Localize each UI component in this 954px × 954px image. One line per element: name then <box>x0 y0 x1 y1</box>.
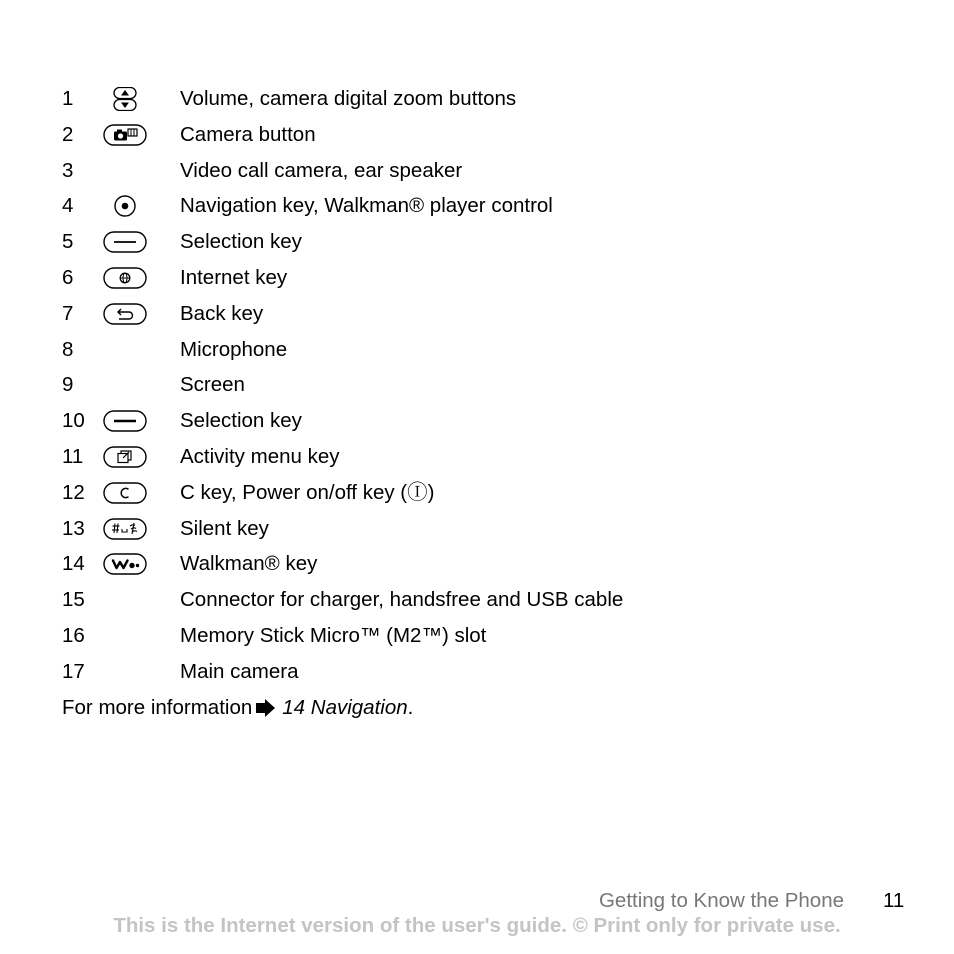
legend-row <box>0 475 954 511</box>
selection-key-icon <box>103 230 147 254</box>
legend-row <box>0 582 954 618</box>
legend-row <box>0 81 954 117</box>
legend-label: Volume, camera digital zoom buttons <box>180 87 517 110</box>
footer-disclaimer: This is the Internet version of the user's guide. © Print only for private use. <box>113 914 841 937</box>
component-legend <box>0 81 954 690</box>
legend-row <box>0 546 954 582</box>
more-information-end: . <box>407 696 414 719</box>
activity-menu-key-icon <box>103 445 147 469</box>
legend-number: 8 <box>62 337 74 361</box>
legend-row <box>0 260 954 296</box>
legend-number: 14 <box>62 552 85 576</box>
legend-row <box>0 153 954 189</box>
more-information <box>62 696 413 723</box>
legend-number: 17 <box>62 659 85 683</box>
legend-number: 3 <box>62 158 74 182</box>
legend-label: Silent key <box>180 516 269 540</box>
legend-row <box>0 224 954 260</box>
legend-row <box>0 403 954 439</box>
legend-label: C key, Power on/off key (Ⓘ) <box>180 480 435 504</box>
silent-key-icon <box>103 517 147 541</box>
legend-label: Video call camera, ear speaker <box>180 158 463 182</box>
legend-number: 16 <box>62 623 85 647</box>
back-key-icon <box>103 302 147 326</box>
legend-number: 13 <box>62 516 85 540</box>
legend-number: 10 <box>62 409 85 433</box>
legend-label: Internet key <box>180 265 288 289</box>
navigation-reference-link[interactable]: 14 Navigation <box>282 696 408 719</box>
legend-number: 9 <box>62 373 74 397</box>
legend-row <box>0 332 954 368</box>
legend-row <box>0 117 954 153</box>
more-information-text: For more information <box>62 696 253 719</box>
legend-label: Microphone <box>180 337 288 361</box>
volume-zoom-icon <box>103 87 147 111</box>
legend-label: Navigation key, Walkman® player control <box>180 194 553 218</box>
legend-label: Selection key <box>180 230 302 254</box>
legend-label: Activity menu key <box>180 444 340 468</box>
camera-button-icon <box>103 123 147 147</box>
legend-label: Camera button <box>180 122 316 146</box>
internet-key-icon <box>103 266 147 290</box>
footer-section-title: Getting to Know the Phone <box>598 889 844 912</box>
legend-row <box>0 296 954 332</box>
legend-number: 11 <box>62 444 84 468</box>
legend-number: 15 <box>62 588 85 612</box>
c-key-icon <box>103 481 147 505</box>
legend-label: Back key <box>180 301 264 325</box>
right-arrow-icon <box>256 699 276 723</box>
legend-number: 1 <box>62 87 74 110</box>
legend-number: 6 <box>62 265 74 289</box>
selection-key-icon <box>103 409 147 433</box>
page-number: 11 <box>883 889 905 912</box>
legend-row <box>0 654 954 690</box>
legend-number: 2 <box>62 122 74 146</box>
legend-label: Selection key <box>180 409 302 433</box>
legend-row <box>0 439 954 475</box>
navigation-key-icon <box>103 194 147 218</box>
legend-row <box>0 367 954 403</box>
legend-label: Connector for charger, handsfree and USB cable <box>180 588 624 612</box>
legend-label: Main camera <box>180 659 299 683</box>
legend-row <box>0 188 954 224</box>
legend-number: 4 <box>62 194 74 218</box>
walkman-key-icon <box>103 552 147 576</box>
legend-number: 7 <box>62 301 74 325</box>
legend-number: 5 <box>62 230 74 254</box>
legend-label: Screen <box>180 373 245 397</box>
legend-label: Memory Stick Micro™ (M2™) slot <box>180 623 487 647</box>
legend-label: Walkman® key <box>180 552 318 576</box>
legend-row <box>0 618 954 654</box>
legend-row <box>0 511 954 547</box>
legend-number: 12 <box>62 480 85 504</box>
